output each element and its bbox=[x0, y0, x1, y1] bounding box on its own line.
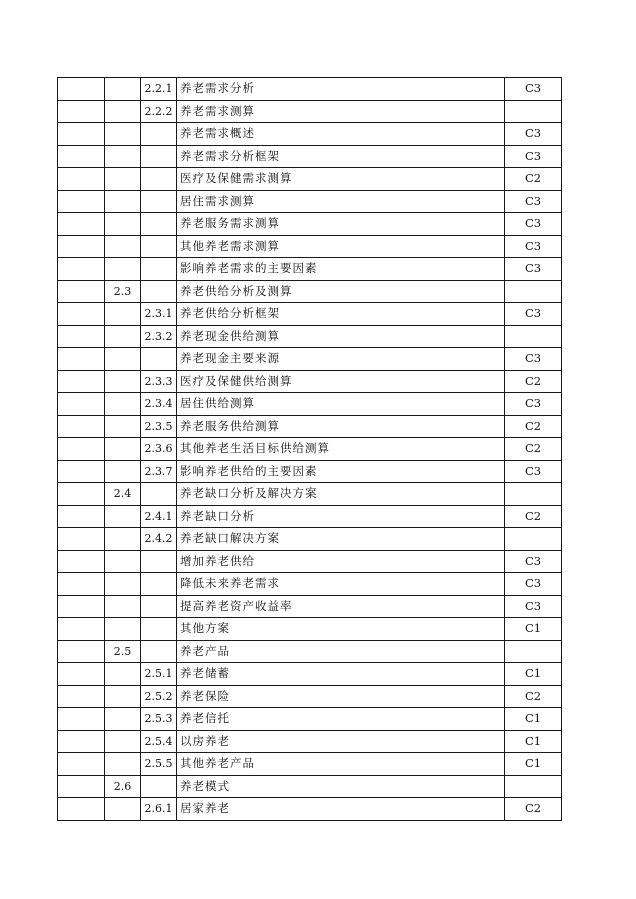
topic-title-cell: 养老现金供给测算 bbox=[177, 325, 505, 348]
topic-title-cell: 养老需求概述 bbox=[177, 123, 505, 146]
section-number-cell: 2.5 bbox=[105, 640, 141, 663]
table-row bbox=[58, 708, 562, 731]
table-row bbox=[58, 775, 562, 798]
topic-title-cell: 提高养老资产收益率 bbox=[177, 595, 505, 618]
subsection-number-cell bbox=[141, 280, 177, 303]
table-row bbox=[58, 348, 562, 371]
subsection-number-cell: 2.5.2 bbox=[141, 685, 177, 708]
level-code-cell bbox=[505, 528, 562, 551]
subsection-number-cell bbox=[141, 213, 177, 236]
table-row bbox=[58, 415, 562, 438]
subsection-number-cell: 2.6.1 bbox=[141, 798, 177, 821]
table-row bbox=[58, 730, 562, 753]
blank-cell bbox=[58, 303, 105, 326]
topic-title-cell: 养老需求分析框架 bbox=[177, 145, 505, 168]
level-code-cell: C1 bbox=[505, 753, 562, 776]
blank-cell bbox=[58, 393, 105, 416]
subsection-number-cell: 2.2.2 bbox=[141, 100, 177, 123]
subsection-number-cell: 2.2.1 bbox=[141, 78, 177, 101]
level-code-cell: C3 bbox=[505, 235, 562, 258]
topic-title-cell: 其他养老需求测算 bbox=[177, 235, 505, 258]
level-code-cell: C3 bbox=[505, 393, 562, 416]
topic-title-cell: 养老储蓄 bbox=[177, 663, 505, 686]
table-row bbox=[58, 168, 562, 191]
table-row bbox=[58, 190, 562, 213]
blank-cell bbox=[58, 573, 105, 596]
section-number-cell bbox=[105, 618, 141, 641]
section-number-cell bbox=[105, 708, 141, 731]
subsection-number-cell bbox=[141, 483, 177, 506]
blank-cell bbox=[58, 753, 105, 776]
section-number-cell: 2.3 bbox=[105, 280, 141, 303]
level-code-cell bbox=[505, 325, 562, 348]
level-code-cell: C2 bbox=[505, 685, 562, 708]
section-number-cell bbox=[105, 100, 141, 123]
table-row bbox=[58, 370, 562, 393]
topic-title-cell: 以房养老 bbox=[177, 730, 505, 753]
level-code-cell bbox=[505, 280, 562, 303]
blank-cell bbox=[58, 348, 105, 371]
table-row bbox=[58, 573, 562, 596]
blank-cell bbox=[58, 708, 105, 731]
level-code-cell: C3 bbox=[505, 348, 562, 371]
section-number-cell bbox=[105, 595, 141, 618]
section-number-cell: 2.4 bbox=[105, 483, 141, 506]
level-code-cell: C1 bbox=[505, 663, 562, 686]
table-row bbox=[58, 483, 562, 506]
topic-title-cell: 养老产品 bbox=[177, 640, 505, 663]
topic-title-cell: 养老保险 bbox=[177, 685, 505, 708]
subsection-number-cell: 2.4.2 bbox=[141, 528, 177, 551]
subsection-number-cell: 2.5.3 bbox=[141, 708, 177, 731]
level-code-cell: C2 bbox=[505, 370, 562, 393]
table-row bbox=[58, 640, 562, 663]
table-row bbox=[58, 618, 562, 641]
level-code-cell: C3 bbox=[505, 258, 562, 281]
table-row bbox=[58, 393, 562, 416]
topic-title-cell: 养老缺口解决方案 bbox=[177, 528, 505, 551]
subsection-number-cell bbox=[141, 123, 177, 146]
section-number-cell bbox=[105, 78, 141, 101]
level-code-cell: C3 bbox=[505, 213, 562, 236]
blank-cell bbox=[58, 370, 105, 393]
level-code-cell: C3 bbox=[505, 573, 562, 596]
topic-title-cell: 居住供给测算 bbox=[177, 393, 505, 416]
section-number-cell bbox=[105, 348, 141, 371]
section-number-cell bbox=[105, 573, 141, 596]
blank-cell bbox=[58, 595, 105, 618]
table-row bbox=[58, 438, 562, 461]
subsection-number-cell bbox=[141, 235, 177, 258]
section-number-cell bbox=[105, 370, 141, 393]
blank-cell bbox=[58, 505, 105, 528]
syllabus-table-body bbox=[58, 78, 562, 821]
table-row bbox=[58, 280, 562, 303]
subsection-number-cell: 2.5.4 bbox=[141, 730, 177, 753]
blank-cell bbox=[58, 460, 105, 483]
table-row bbox=[58, 258, 562, 281]
table-row bbox=[58, 123, 562, 146]
topic-title-cell: 养老供给分析框架 bbox=[177, 303, 505, 326]
level-code-cell: C1 bbox=[505, 618, 562, 641]
section-number-cell bbox=[105, 438, 141, 461]
subsection-number-cell: 2.5.1 bbox=[141, 663, 177, 686]
topic-title-cell: 养老服务供给测算 bbox=[177, 415, 505, 438]
blank-cell bbox=[58, 730, 105, 753]
subsection-number-cell: 2.3.4 bbox=[141, 393, 177, 416]
table-row bbox=[58, 505, 562, 528]
subsection-number-cell bbox=[141, 145, 177, 168]
level-code-cell: C3 bbox=[505, 123, 562, 146]
subsection-number-cell bbox=[141, 775, 177, 798]
section-number-cell bbox=[105, 685, 141, 708]
subsection-number-cell: 2.5.5 bbox=[141, 753, 177, 776]
level-code-cell: C2 bbox=[505, 438, 562, 461]
section-number-cell bbox=[105, 145, 141, 168]
blank-cell bbox=[58, 258, 105, 281]
blank-cell bbox=[58, 235, 105, 258]
section-number-cell bbox=[105, 798, 141, 821]
subsection-number-cell: 2.4.1 bbox=[141, 505, 177, 528]
subsection-number-cell: 2.3.3 bbox=[141, 370, 177, 393]
table-row bbox=[58, 78, 562, 101]
topic-title-cell: 影响养老需求的主要因素 bbox=[177, 258, 505, 281]
table-row bbox=[58, 460, 562, 483]
level-code-cell: C2 bbox=[505, 505, 562, 528]
table-row bbox=[58, 663, 562, 686]
level-code-cell: C2 bbox=[505, 168, 562, 191]
syllabus-table bbox=[57, 77, 562, 821]
topic-title-cell: 养老需求测算 bbox=[177, 100, 505, 123]
blank-cell bbox=[58, 78, 105, 101]
topic-title-cell: 其他养老产品 bbox=[177, 753, 505, 776]
subsection-number-cell bbox=[141, 595, 177, 618]
blank-cell bbox=[58, 798, 105, 821]
table-row bbox=[58, 213, 562, 236]
subsection-number-cell bbox=[141, 550, 177, 573]
level-code-cell bbox=[505, 100, 562, 123]
section-number-cell bbox=[105, 663, 141, 686]
blank-cell bbox=[58, 438, 105, 461]
topic-title-cell: 养老信托 bbox=[177, 708, 505, 731]
section-number-cell bbox=[105, 393, 141, 416]
table-row bbox=[58, 235, 562, 258]
level-code-cell bbox=[505, 640, 562, 663]
topic-title-cell: 养老供给分析及测算 bbox=[177, 280, 505, 303]
level-code-cell: C1 bbox=[505, 708, 562, 731]
section-number-cell bbox=[105, 753, 141, 776]
section-number-cell bbox=[105, 235, 141, 258]
subsection-number-cell: 2.3.1 bbox=[141, 303, 177, 326]
table-row bbox=[58, 100, 562, 123]
topic-title-cell: 居家养老 bbox=[177, 798, 505, 821]
topic-title-cell: 养老模式 bbox=[177, 775, 505, 798]
blank-cell bbox=[58, 528, 105, 551]
level-code-cell: C3 bbox=[505, 190, 562, 213]
section-number-cell bbox=[105, 303, 141, 326]
subsection-number-cell bbox=[141, 190, 177, 213]
blank-cell bbox=[58, 190, 105, 213]
section-number-cell bbox=[105, 190, 141, 213]
section-number-cell bbox=[105, 258, 141, 281]
table-row bbox=[58, 325, 562, 348]
subsection-number-cell: 2.3.6 bbox=[141, 438, 177, 461]
topic-title-cell: 养老服务需求测算 bbox=[177, 213, 505, 236]
subsection-number-cell: 2.3.7 bbox=[141, 460, 177, 483]
blank-cell bbox=[58, 213, 105, 236]
blank-cell bbox=[58, 483, 105, 506]
blank-cell bbox=[58, 325, 105, 348]
level-code-cell bbox=[505, 483, 562, 506]
level-code-cell: C3 bbox=[505, 595, 562, 618]
blank-cell bbox=[58, 550, 105, 573]
table-row bbox=[58, 303, 562, 326]
section-number-cell bbox=[105, 550, 141, 573]
blank-cell bbox=[58, 618, 105, 641]
level-code-cell: C3 bbox=[505, 303, 562, 326]
level-code-cell: C3 bbox=[505, 78, 562, 101]
blank-cell bbox=[58, 640, 105, 663]
subsection-number-cell bbox=[141, 618, 177, 641]
blank-cell bbox=[58, 663, 105, 686]
level-code-cell: C2 bbox=[505, 415, 562, 438]
topic-title-cell: 其他养老生活目标供给测算 bbox=[177, 438, 505, 461]
table-row bbox=[58, 685, 562, 708]
blank-cell bbox=[58, 280, 105, 303]
level-code-cell: C1 bbox=[505, 730, 562, 753]
topic-title-cell: 养老现金主要来源 bbox=[177, 348, 505, 371]
table-row bbox=[58, 145, 562, 168]
section-number-cell bbox=[105, 325, 141, 348]
topic-title-cell: 养老需求分析 bbox=[177, 78, 505, 101]
subsection-number-cell: 2.3.5 bbox=[141, 415, 177, 438]
blank-cell bbox=[58, 775, 105, 798]
subsection-number-cell bbox=[141, 573, 177, 596]
level-code-cell: C2 bbox=[505, 798, 562, 821]
subsection-number-cell bbox=[141, 168, 177, 191]
topic-title-cell: 居住需求测算 bbox=[177, 190, 505, 213]
section-number-cell bbox=[105, 460, 141, 483]
topic-title-cell: 增加养老供给 bbox=[177, 550, 505, 573]
section-number-cell bbox=[105, 528, 141, 551]
level-code-cell: C3 bbox=[505, 145, 562, 168]
level-code-cell: C3 bbox=[505, 460, 562, 483]
section-number-cell bbox=[105, 123, 141, 146]
topic-title-cell: 其他方案 bbox=[177, 618, 505, 641]
topic-title-cell: 降低未来养老需求 bbox=[177, 573, 505, 596]
section-number-cell: 2.6 bbox=[105, 775, 141, 798]
subsection-number-cell: 2.3.2 bbox=[141, 325, 177, 348]
section-number-cell bbox=[105, 415, 141, 438]
subsection-number-cell bbox=[141, 258, 177, 281]
section-number-cell bbox=[105, 505, 141, 528]
blank-cell bbox=[58, 168, 105, 191]
section-number-cell bbox=[105, 168, 141, 191]
table-row bbox=[58, 798, 562, 821]
blank-cell bbox=[58, 123, 105, 146]
table-row bbox=[58, 528, 562, 551]
topic-title-cell: 影响养老供给的主要因素 bbox=[177, 460, 505, 483]
topic-title-cell: 医疗及保健需求测算 bbox=[177, 168, 505, 191]
level-code-cell: C3 bbox=[505, 550, 562, 573]
topic-title-cell: 医疗及保健供给测算 bbox=[177, 370, 505, 393]
topic-title-cell: 养老缺口分析 bbox=[177, 505, 505, 528]
table-row bbox=[58, 595, 562, 618]
section-number-cell bbox=[105, 730, 141, 753]
section-number-cell bbox=[105, 213, 141, 236]
topic-title-cell: 养老缺口分析及解决方案 bbox=[177, 483, 505, 506]
blank-cell bbox=[58, 685, 105, 708]
blank-cell bbox=[58, 415, 105, 438]
subsection-number-cell bbox=[141, 640, 177, 663]
table-row bbox=[58, 753, 562, 776]
table-row bbox=[58, 550, 562, 573]
blank-cell bbox=[58, 100, 105, 123]
blank-cell bbox=[58, 145, 105, 168]
subsection-number-cell bbox=[141, 348, 177, 371]
level-code-cell bbox=[505, 775, 562, 798]
